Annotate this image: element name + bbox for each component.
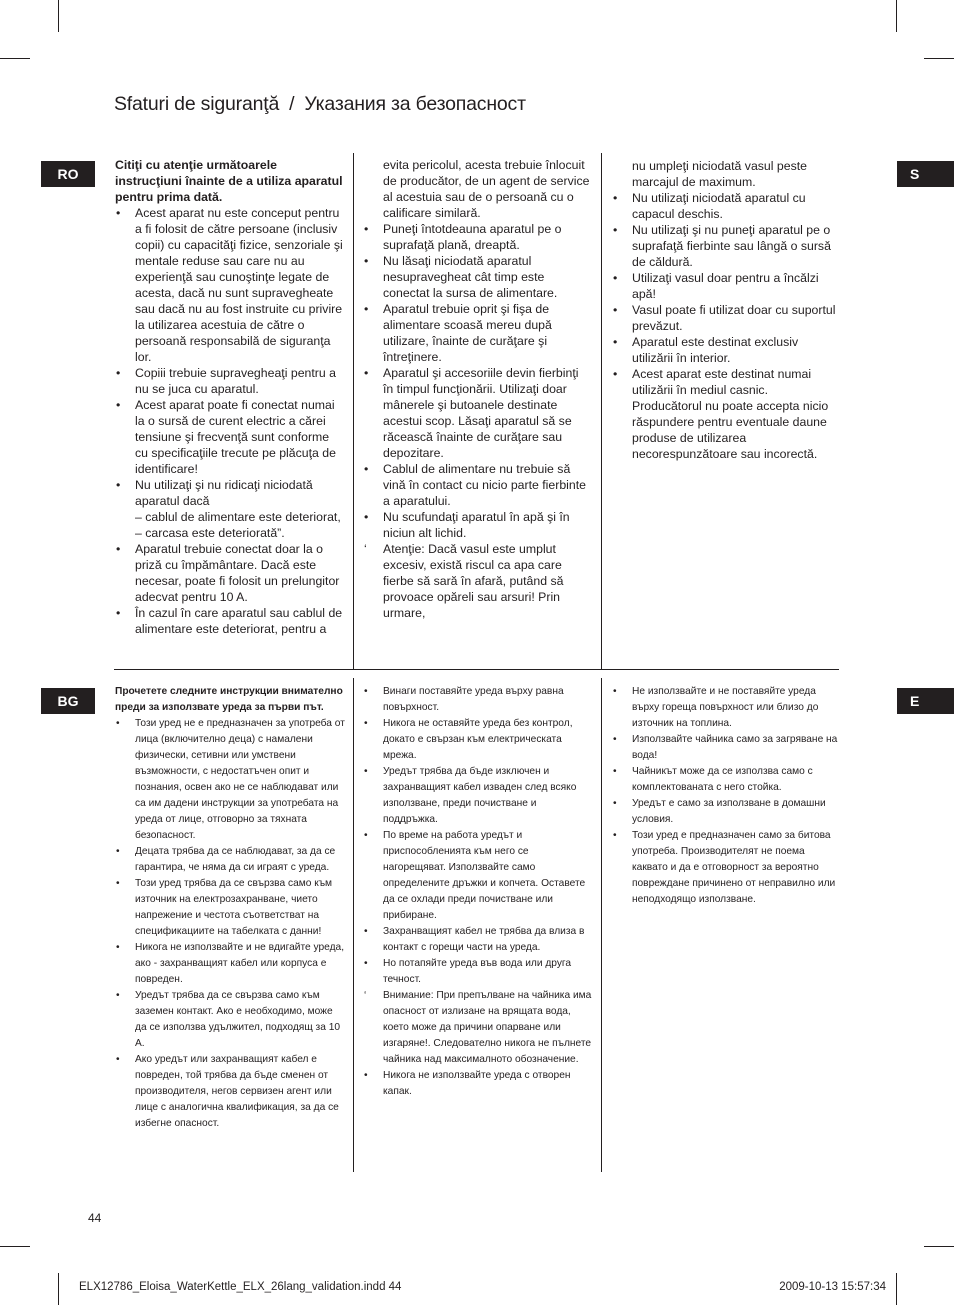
bg-column-2 — [363, 684, 593, 1100]
title-ro: Sfaturi de siguranţă — [114, 93, 280, 115]
next-page-tab: E — [897, 688, 954, 714]
bullet-marker: • — [364, 958, 368, 969]
list-item-text: Уредът трябва да се свързва само към заземен контакт. Ако е необходимо, може да се използва удължител, подходящ за 10 A. — [135, 990, 341, 1049]
list-item — [115, 1052, 345, 1132]
list-item — [363, 509, 591, 541]
list-item — [363, 253, 591, 301]
language-badge-ro: RO — [41, 161, 95, 187]
ro-list-1 — [115, 205, 343, 637]
next-page-tab: S — [897, 161, 954, 187]
list-item-text: Puneţi întotdeauna aparatul pe o suprafaţă plană, dreaptă. — [383, 222, 562, 252]
crop-mark — [58, 1273, 59, 1305]
list-item — [363, 221, 591, 253]
list-item — [115, 365, 343, 397]
list-item-text: Не използвайте и не поставяйте уреда върху гореща повърхност или близо до източник на топлина. — [632, 686, 819, 729]
page-title — [114, 93, 526, 116]
bullet-marker: • — [613, 798, 617, 809]
bullet-marker: • — [364, 686, 368, 697]
bg-column-3 — [612, 684, 840, 908]
list-item-text: Никога не използвайте и не вдигайте уреда, ако - захранващият кабел или корпуса е повреден. — [135, 942, 345, 985]
bullet-marker: • — [116, 990, 120, 1001]
bullet-marker: ‘ — [364, 542, 367, 556]
bullet-marker: • — [364, 302, 369, 316]
list-item-text: Vasul poate fi utilizat doar cu suportul prevăzut. — [632, 303, 836, 333]
bullet-marker: • — [116, 478, 121, 492]
bullet-marker: • — [116, 1054, 120, 1065]
bullet-marker: • — [613, 303, 618, 317]
bullet-marker: • — [613, 271, 618, 285]
list-item-text: Уредът трябва да бъде изключен и захранващият кабел изваден след всяко използване, преди почистване и поддръжка. — [383, 766, 577, 825]
bullet-marker: • — [116, 542, 121, 556]
crop-mark — [896, 0, 897, 32]
bg-column-1 — [115, 684, 345, 1132]
ro-continued-text: nu umpleţi niciodată vasul peste marcajul de maximum. — [632, 159, 807, 189]
bullet-marker: • — [364, 510, 369, 524]
bullet-marker: • — [364, 830, 368, 841]
list-item — [612, 764, 840, 796]
list-item — [612, 334, 840, 366]
bullet-marker: • — [364, 926, 368, 937]
list-item — [363, 541, 591, 621]
list-item — [363, 988, 593, 1068]
list-item-text: Aparatul şi accesoriile devin fierbinţi în timpul funcţionării. Utilizaţi doar mânerele şi butoanele destinate acestui scop. Lăsaţi aparatul să se răcească înainte de curăţare sau depozitare. — [383, 366, 579, 460]
list-item-text: Ако уредът или захранващият кабел е повреден, той трябва да бъде сменен от производителя, негов сервизен агент или лице с аналогична квалификация, за да се избегне опасност. — [135, 1054, 339, 1129]
list-item — [363, 924, 593, 956]
list-item — [612, 796, 840, 828]
bullet-marker: • — [116, 846, 120, 857]
list-item-text: Захранващият кабел не трябва да влиза в контакт с горещи части на уреда. — [383, 926, 585, 953]
list-item-text: По време на работа уредът и приспособленията към него се нагорещяват. Използвайте само определените дръжки и копчета. Оставете да се охлади преди почистване или прибиране. — [383, 830, 586, 921]
list-item-text: Utilizaţi vasul doar pentru a încălzi apă! — [632, 271, 819, 301]
crop-mark — [0, 1246, 30, 1247]
bullet-marker: • — [613, 335, 618, 349]
column-divider — [353, 678, 354, 1172]
bullet-marker: • — [116, 878, 120, 889]
section-divider — [114, 669, 839, 670]
sub-item: – carcasa este deteriorată”. — [135, 526, 285, 540]
list-item — [612, 190, 840, 222]
bullet-marker: • — [613, 367, 618, 381]
bg-list-3 — [612, 684, 840, 908]
list-item-text: Acest aparat poate fi conectat numai la o sursă de curent electric a cărei tensiune şi frecvenţă sunt conforme cu specificaţiile trecute pe plăcuţa de identificare! — [135, 398, 336, 476]
bullet-marker: • — [116, 606, 121, 620]
sub-item: – cablul de alimentare este deteriorat, — [135, 510, 341, 524]
bullet-marker: • — [613, 223, 618, 237]
ro-column-1 — [115, 157, 343, 637]
bullet-marker: • — [613, 191, 618, 205]
list-item-text: Aparatul trebuie oprit şi fişa de alimentare scoasă mereu după utilizare, înainte de curăţare şi întreţinere. — [383, 302, 552, 364]
list-item-text: Но потапяйте уреда във вода или друга течност. — [383, 958, 572, 985]
ro-list-3 — [612, 190, 840, 462]
title-separator: / — [289, 93, 295, 115]
list-item — [115, 541, 343, 605]
bullet-marker: • — [613, 734, 617, 745]
list-item — [115, 940, 345, 988]
list-item-text: Nu utilizaţi şi nu ridicaţi niciodată aparatul dacă — [135, 478, 313, 508]
list-item-text: Atenţie: Dacă vasul este umplut excesiv, există riscul ca apa care fierbe să sară în afară, putând să provoace opăreli sau arsuri! Prin urmare, — [383, 542, 564, 620]
bullet-marker: ‘ — [364, 990, 367, 1001]
ro-column-3 — [612, 158, 840, 462]
list-item — [363, 716, 593, 764]
list-item-text: Децата трябва да се наблюдават, за да се гарантира, че няма да си играят с уреда. — [135, 846, 336, 873]
bullet-marker: • — [116, 718, 120, 729]
list-item-text: Този уред е предназначен само за битова употреба. Производителят не поема каквато и да е отговорност за вероятно повреждане причинено от неправилно или неподходящо използване. — [632, 830, 836, 905]
list-item — [612, 302, 840, 334]
bullet-marker: • — [364, 1070, 368, 1081]
ro-list-2 — [363, 221, 591, 621]
list-item-text: Aparatul trebuie conectat doar la o priză cu împământare. Dacă este necesar, poate fi folosit un prelungitor adecvat pentru 10 A. — [135, 542, 340, 604]
crop-mark — [896, 1273, 897, 1305]
list-item-text: Aparatul este destinat exclusiv utilizării în interior. — [632, 335, 799, 365]
list-item-text: Този уред не е предназначен за употреба от лица (включително деца) с намалени физически, сетивни или умствени възможности, с недостатъчен опит и познания, освен ако не се наблюдават или са им дадени инструкции за употребата на уреда от лице, отговорно за тяхната безопасност. — [135, 718, 345, 841]
bullet-marker: • — [116, 206, 121, 220]
bullet-marker: • — [364, 462, 369, 476]
column-divider — [601, 678, 602, 1172]
list-item-text: Внимание: При препълване на чайника има опасност от излизане на врящата вода, което може да причини опарване или изгаряне!. Следователно никога не пълнете чайника над максималното обозначение. — [383, 990, 592, 1065]
file-slug: ELX12786_Eloisa_WaterKettle_ELX_26lang_validation.indd 44 — [79, 1281, 402, 1293]
bg-intro: Прочетете следните инструкции внимателно преди за използвате уреда за първи път. — [115, 686, 343, 713]
bg-list-2 — [363, 684, 593, 1100]
language-badge-bg: BG — [41, 688, 95, 714]
list-item-text: Acest aparat este destinat numai utilizării în mediul casnic. Producătorul nu poate accepta nicio răspundere pentru eventuale daune produse de utilizarea necorespunzătoare sau incorectă. — [632, 367, 829, 461]
list-item — [363, 1068, 593, 1100]
list-item — [115, 988, 345, 1052]
list-item — [612, 732, 840, 764]
bg-list-1 — [115, 716, 345, 1132]
crop-mark — [924, 58, 954, 59]
list-item — [363, 764, 593, 828]
ro-continued-text: evita pericolul, acesta trebuie înlocuit de producător, de un agent de service al acestuia sau de o persoană cu o calificare similară. — [383, 158, 590, 220]
crop-mark — [924, 1246, 954, 1247]
list-item — [612, 684, 840, 732]
list-item — [115, 205, 343, 365]
list-item-text: Nu utilizaţi şi nu puneţi aparatul pe o suprafaţă fierbinte sau lângă o sursă de căldură. — [632, 223, 831, 269]
list-item-text: Използвайте чайника само за загряване на вода! — [632, 734, 838, 761]
bullet-marker: • — [364, 766, 368, 777]
column-divider — [601, 153, 602, 670]
list-item — [363, 301, 591, 365]
list-item-text: Acest aparat nu este conceput pentru a fi folosit de către persoane (inclusiv copii) cu capacităţi fizice, senzoriale şi mentale reduse sau care nu au experienţă sau cunoştinţe legate de acesta, dacă nu sunt supravegheate sau dacă nu au fost instruite cu privire la utilizarea acestuia de către o persoană responsabilă de siguranţa lor. — [135, 206, 343, 364]
list-item — [115, 876, 345, 940]
bullet-marker: • — [116, 398, 121, 412]
bullet-marker: • — [364, 254, 369, 268]
list-item — [363, 956, 593, 988]
title-bg: Указания за безопасност — [304, 93, 526, 115]
list-item-text: Този уред трябва да се свързва само към източник на електрозахранване, чието напрежение и честота съответстват на спецификациите на табелката с данни! — [135, 878, 333, 937]
bullet-marker: • — [613, 830, 617, 841]
column-divider — [353, 153, 354, 670]
bullet-marker: • — [364, 366, 369, 380]
list-item — [363, 684, 593, 716]
bullet-marker: • — [364, 222, 369, 236]
list-item-text: Никога не оставяйте уреда без контрол, докато е свързан към електрическата мрежа. — [383, 718, 573, 761]
bullet-marker: • — [613, 686, 617, 697]
list-item — [363, 461, 591, 509]
list-item — [363, 828, 593, 924]
list-item — [612, 828, 840, 908]
list-item-text: Nu scufundaţi aparatul în apă şi în niciun alt lichid. — [383, 510, 570, 540]
list-item — [363, 365, 591, 461]
page-number: 44 — [88, 1211, 102, 1225]
list-item-text: Cablul de alimentare nu trebuie să vină în contact cu nicio parte fierbinte a aparatului. — [383, 462, 587, 508]
list-item-text: Винаги поставяйте уреда върху равна повърхност. — [383, 686, 564, 713]
list-item-text: În cazul în care aparatul sau cablul de alimentare este deteriorat, pentru a — [135, 606, 343, 636]
list-item-text: Чайникът може да се използва само с комплектованата с него стойка. — [632, 766, 813, 793]
list-item — [115, 397, 343, 477]
ro-intro: Citiţi cu atenţie următoarele instrucţiuni înainte de a utiliza aparatul pentru prima dată. — [115, 158, 343, 204]
list-item — [115, 605, 343, 637]
list-item-text: Уредът е само за използване в домашни условия. — [632, 798, 826, 825]
list-item-text: Nu lăsaţi niciodată aparatul nesupravegheat cât timp este conectat la sursa de alimentare. — [383, 254, 558, 300]
list-item — [115, 716, 345, 844]
bullet-marker: • — [613, 766, 617, 777]
crop-mark — [58, 0, 59, 32]
list-item — [115, 844, 345, 876]
list-item-text: Nu utilizaţi niciodată aparatul cu capacul deschis. — [632, 191, 806, 221]
list-item — [115, 477, 343, 541]
crop-mark — [0, 58, 30, 59]
list-item — [612, 270, 840, 302]
list-item-text: Copiii trebuie supravegheaţi pentru a nu se juca cu aparatul. — [135, 366, 336, 396]
bullet-marker: • — [116, 942, 120, 953]
bullet-marker: • — [364, 718, 368, 729]
slug-timestamp: 2009-10-13 15:57:34 — [779, 1281, 886, 1293]
ro-column-2 — [363, 157, 591, 621]
list-item-text: Никога не използвайте уреда с отворен капак. — [383, 1070, 571, 1097]
list-item — [612, 222, 840, 270]
list-item — [612, 366, 840, 462]
bullet-marker: • — [116, 366, 121, 380]
